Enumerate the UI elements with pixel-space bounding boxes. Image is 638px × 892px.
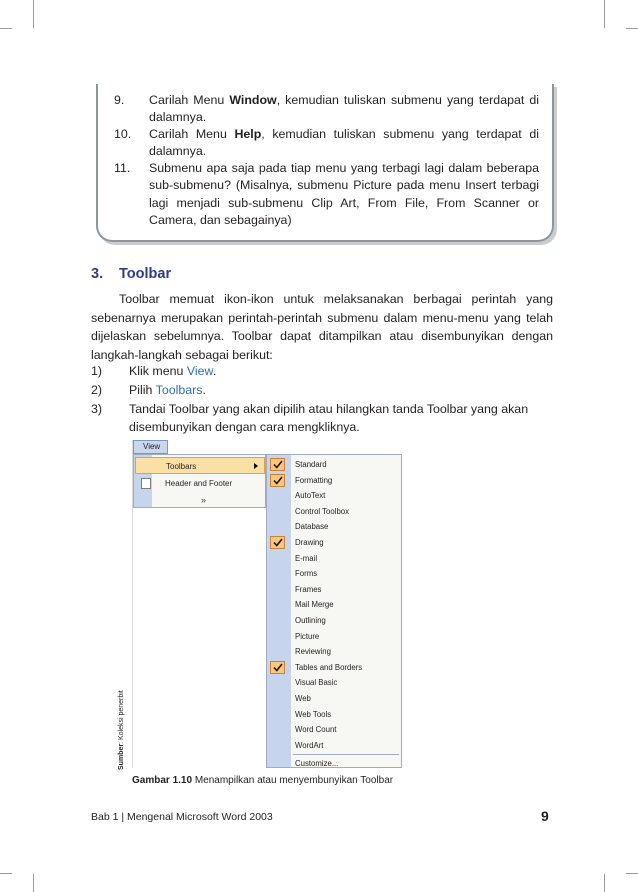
toolbar-menu-item[interactable]: Formatting: [267, 473, 401, 489]
expand-chevron-icon: »: [201, 495, 207, 505]
body-paragraph: Toolbar memuat ikon-ikon untuk melaksanakan berbagai perintah yang sebenarnya merupakan perintah-perintah submenu dalam menu-menu yang telah dijelaskan sebelumnya. Toolbar dapat ditampilkan atau disembunyikan dengan langkah-langkah sebagai berikut:: [91, 292, 553, 362]
toolbar-menu-item[interactable]: AutoText: [295, 491, 326, 501]
step-number: 1): [91, 364, 103, 378]
toolbar-menu-item[interactable]: Visual Basic: [295, 678, 338, 688]
menu-view[interactable]: View: [133, 440, 168, 454]
toolbar-menu-screenshot: [132, 440, 402, 768]
crop-mark: [12, 0, 34, 28]
step-text: Tandai Toolbar yang akan dipilih atau hilangkan tanda Toolbar yang akan disembunyikan dengan cara mengkliknya.: [129, 402, 529, 434]
menu-reference: Toolbars: [155, 383, 203, 397]
checkmark-icon: [270, 458, 285, 471]
toolbar-menu-item[interactable]: Customize...: [295, 759, 339, 769]
toolbar-menu-item[interactable]: Frames: [295, 584, 322, 594]
toolbar-menu-item[interactable]: WordArt: [295, 740, 324, 750]
exercise-number: 9.: [114, 93, 125, 107]
step-number: 2): [91, 383, 103, 397]
toolbar-menu-item[interactable]: Drawing: [267, 535, 401, 551]
exercise-number: 10.: [114, 127, 132, 141]
checkmark-icon: [270, 474, 285, 487]
checkmark-icon: [270, 661, 285, 674]
crop-mark: [0, 28, 12, 29]
source-label: Sumber: Koleksi penerbit: [118, 690, 125, 770]
submenu-arrow-icon: [254, 463, 258, 469]
exercise-text: Submenu apa saja pada tiap menu yang terbagi lagi dalam beberapa sub-submenu? (Misalnya, submenu Picture pada menu Insert terbagi lagi menjadi sub-submenu Clip Art, From File, From Scanner or Camera, dan sebagainya): [149, 161, 539, 228]
view-menu-dropdown: [133, 454, 266, 508]
toolbar-menu-item[interactable]: Forms: [295, 569, 318, 579]
checkmark-icon: [270, 536, 285, 549]
exercise-number: 11.: [114, 161, 131, 175]
step-text: Pilih Toolbars.: [129, 383, 206, 397]
toolbar-menu-item[interactable]: Word Count: [295, 725, 337, 735]
page-number: 9: [541, 808, 549, 824]
exercise-text: Carilah Menu Window, kemudian tuliskan submenu yang terdapat di dalamnya.: [149, 93, 539, 125]
step-number: 3): [91, 402, 103, 416]
toolbar-menu-item[interactable]: Web: [295, 694, 311, 703]
exercise-box: [96, 84, 554, 242]
exercise-text: Carilah Menu Help, kemudian tuliskan submenu yang terdapat di dalamnya.: [149, 127, 539, 159]
crop-mark: [604, 0, 626, 28]
menu-expand[interactable]: [135, 491, 265, 508]
toolbar-menu-item[interactable]: Tables and Borders: [267, 660, 401, 676]
crop-mark: [0, 873, 12, 874]
header-footer-icon: [141, 478, 151, 489]
crop-mark: [626, 28, 638, 29]
toolbars-submenu: [266, 454, 402, 768]
step-text: Klik menu View.: [129, 364, 217, 378]
section-title: Toolbar: [119, 266, 172, 282]
toolbar-menu-item[interactable]: Database: [295, 522, 329, 532]
menu-separator: [293, 754, 399, 755]
toolbar-menu-item[interactable]: Reviewing: [295, 647, 331, 657]
toolbar-menu-item[interactable]: Control Toolbox: [295, 506, 350, 516]
footer-chapter: Bab 1 | Mengenal Microsoft Word 2003: [91, 811, 273, 823]
crop-mark: [626, 873, 638, 874]
crop-mark: [604, 874, 626, 892]
figure-caption: Gambar 1.10 Menampilkan atau menyembunyikan Toolbar: [132, 775, 394, 786]
section-number: 3.: [91, 266, 104, 282]
menu-item-header-and-footer[interactable]: Header and Footer: [135, 475, 265, 492]
toolbar-menu-item[interactable]: Mail Merge: [295, 600, 334, 610]
toolbar-menu-item[interactable]: Picture: [295, 631, 320, 641]
menu-item-toolbars[interactable]: Toolbars: [135, 457, 265, 474]
toolbar-menu-item[interactable]: Standard: [267, 457, 401, 473]
toolbar-menu-item[interactable]: Outlining: [295, 616, 326, 625]
toolbar-menu-item[interactable]: Web Tools: [295, 709, 332, 719]
toolbar-menu-item[interactable]: E-mail: [295, 553, 318, 563]
crop-mark: [12, 874, 34, 892]
menu-reference: View: [186, 364, 213, 378]
